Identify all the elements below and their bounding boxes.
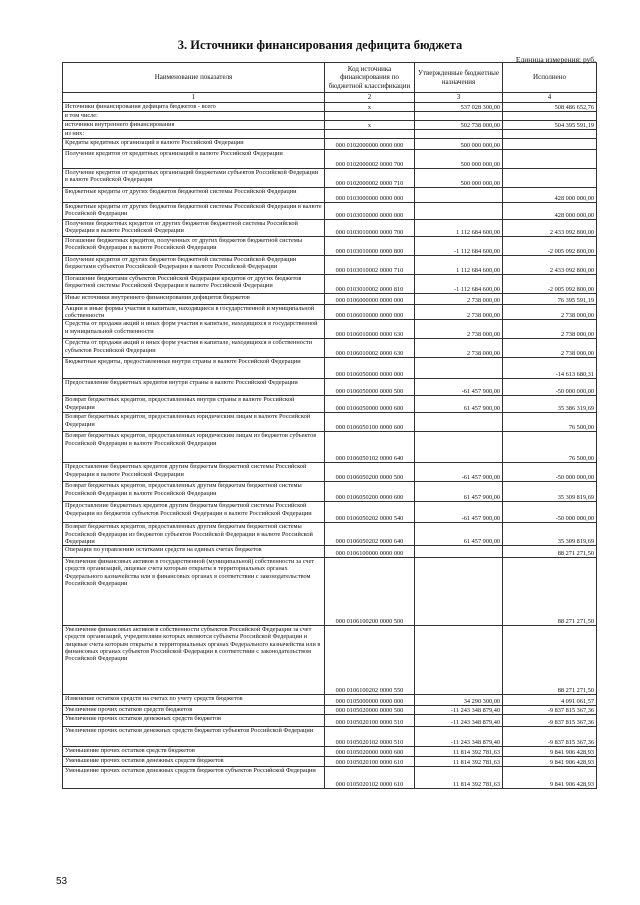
row-code: 000 0106050200 0000 500 bbox=[325, 463, 415, 482]
table-row bbox=[63, 695, 597, 706]
row-approved: -11 243 348 879,40 bbox=[415, 706, 503, 715]
row-approved bbox=[415, 203, 503, 220]
row-code: 000 0103010002 0000 810 bbox=[325, 275, 415, 294]
row-approved bbox=[415, 558, 503, 626]
table-row bbox=[63, 169, 597, 188]
row-executed: 428 000 000,00 bbox=[503, 203, 597, 220]
row-name: Увеличение прочих остатков средств бюджетов bbox=[63, 706, 325, 715]
page-title: 3. Источники финансирования дефицита бюджета bbox=[177, 38, 463, 52]
row-approved: -11 243 348 879,40 bbox=[415, 715, 503, 727]
row-approved: 61 457 900,00 bbox=[415, 523, 503, 546]
table-row bbox=[63, 294, 597, 305]
table-row bbox=[63, 546, 597, 558]
row-executed: 35 309 819,69 bbox=[503, 482, 597, 502]
row-executed: 2 738 000,00 bbox=[503, 320, 597, 339]
table-row bbox=[63, 320, 597, 339]
row-executed: -9 837 815 367,36 bbox=[503, 706, 597, 715]
row-executed: 4 091 061,57 bbox=[503, 695, 597, 706]
table-row bbox=[63, 379, 597, 396]
row-name: Средства от продажи акций и иных форм участия в капитале, находящихся в собственности субъектов Российской Федерации bbox=[63, 339, 325, 358]
row-approved: -61 457 900,00 bbox=[415, 379, 503, 396]
row-code: х bbox=[325, 103, 415, 112]
row-code: 000 0106050102 0000 640 bbox=[325, 432, 415, 463]
row-executed: 2 738 000,00 bbox=[503, 339, 597, 358]
row-name: Получение бюджетных кредитов от других бюджетов бюджетной системы Российской Федерации в валюте Российской Федерации bbox=[63, 220, 325, 237]
column-number: 1 bbox=[63, 93, 325, 103]
row-code: 000 0106050100 0000 600 bbox=[325, 413, 415, 432]
table-row bbox=[63, 358, 597, 379]
column-number: 4 bbox=[503, 93, 597, 103]
row-executed bbox=[503, 112, 597, 121]
row-name: Увеличение прочих остатков денежных средств бюджетов субъектов Российской Федерации bbox=[63, 727, 325, 747]
row-executed: -50 000 000,00 bbox=[503, 379, 597, 396]
row-name: Уменьшение прочих остатков средств бюджетов bbox=[63, 747, 325, 757]
row-name: источники внутреннего финансирования bbox=[63, 121, 325, 130]
row-executed: 76 500,00 bbox=[503, 432, 597, 463]
row-executed: 9 841 906 428,93 bbox=[503, 747, 597, 757]
row-code: 000 0106050202 0000 540 bbox=[325, 502, 415, 523]
table-row bbox=[63, 339, 597, 358]
row-code: 000 0105000000 0000 000 bbox=[325, 695, 415, 706]
row-code: 000 0103010000 0000 800 bbox=[325, 237, 415, 256]
financing-table bbox=[62, 62, 597, 789]
row-name: Операции по управлению остатками средств на единых счетах бюджетов bbox=[63, 546, 325, 558]
row-approved: 1 112 684 600,00 bbox=[415, 220, 503, 237]
row-executed: -9 837 815 367,36 bbox=[503, 715, 597, 727]
table-row bbox=[63, 727, 597, 747]
table-row bbox=[63, 706, 597, 715]
row-code: 000 0106100000 0000 000 bbox=[325, 546, 415, 558]
row-approved bbox=[415, 546, 503, 558]
row-name: Увеличение прочих остатков денежных средств бюджетов bbox=[63, 715, 325, 727]
table-row bbox=[63, 237, 597, 256]
row-name: Уменьшение прочих остатков денежных средств бюджетов bbox=[63, 757, 325, 767]
row-code: 000 0103010000 0000 000 bbox=[325, 203, 415, 220]
row-approved bbox=[415, 413, 503, 432]
row-executed: 35 386 319,69 bbox=[503, 396, 597, 413]
row-approved: 11 814 392 781,63 bbox=[415, 757, 503, 767]
row-executed: 35 309 819,69 bbox=[503, 523, 597, 546]
table-row bbox=[63, 256, 597, 275]
row-approved: 500 000 000,00 bbox=[415, 169, 503, 188]
row-executed: 2 433 092 800,00 bbox=[503, 256, 597, 275]
table-row bbox=[63, 305, 597, 320]
row-approved: 61 457 900,00 bbox=[415, 396, 503, 413]
row-approved bbox=[415, 626, 503, 695]
header-executed: Исполнено bbox=[503, 63, 597, 93]
row-code: 000 0106100202 0000 550 bbox=[325, 626, 415, 695]
row-name: Иные источники внутреннего финансирования дефицитов бюджетов bbox=[63, 294, 325, 305]
table-row bbox=[63, 188, 597, 203]
table-row bbox=[63, 432, 597, 463]
row-approved: 2 738 000,00 bbox=[415, 339, 503, 358]
row-name: Кредиты кредитных организаций в валюте Российской Федерации bbox=[63, 139, 325, 150]
row-approved bbox=[415, 188, 503, 203]
row-code: 000 0106000000 0000 000 bbox=[325, 294, 415, 305]
row-code: 000 0106050000 0000 000 bbox=[325, 358, 415, 379]
row-code: 000 0106050000 0000 600 bbox=[325, 396, 415, 413]
header-code: Код источника финансирования по бюджетной классификации bbox=[325, 63, 415, 93]
row-executed bbox=[503, 150, 597, 169]
row-name: Погашение бюджетами субъектов Российской Федерации кредитов от других бюджетов бюджетной системы Российской Федерации в валюте Российской Федерации bbox=[63, 275, 325, 294]
table-row bbox=[63, 103, 597, 112]
row-code: 000 0106050202 0000 640 bbox=[325, 523, 415, 546]
row-executed bbox=[503, 139, 597, 150]
row-executed: -2 005 092 800,00 bbox=[503, 275, 597, 294]
row-name: Возврат бюджетных кредитов, предоставленных внутри страны в валюте Российской Федерации bbox=[63, 396, 325, 413]
row-name: Погашение бюджетных кредитов, полученных от других бюджетов бюджетной системы Российской Федерации в валюте Российской Федерации bbox=[63, 237, 325, 256]
row-name: в том числе: bbox=[63, 112, 325, 121]
unit-label: Единица измерения: руб. bbox=[515, 55, 596, 64]
row-executed: 76 395 591,19 bbox=[503, 294, 597, 305]
row-code: 000 0106010000 0000 000 bbox=[325, 305, 415, 320]
row-executed: 88 271 271,50 bbox=[503, 558, 597, 626]
row-approved: 500 000 000,00 bbox=[415, 139, 503, 150]
row-code: 000 0105020000 0000 600 bbox=[325, 747, 415, 757]
row-name: Предоставление бюджетных кредитов внутри страны в валюте Российской Федерации bbox=[63, 379, 325, 396]
row-executed: 9 841 906 428,93 bbox=[503, 757, 597, 767]
row-approved bbox=[415, 130, 503, 139]
row-code: 000 0106050200 0000 600 bbox=[325, 482, 415, 502]
row-name: Бюджетные кредиты, предоставленные внутри страны в валюте Российской Федерации bbox=[63, 358, 325, 379]
row-executed: -14 613 680,31 bbox=[503, 358, 597, 379]
row-code: 000 0105020100 0000 510 bbox=[325, 715, 415, 727]
row-code bbox=[325, 130, 415, 139]
row-name: Изменение остатков средств на счетах по учету средств бюджетов bbox=[63, 695, 325, 706]
row-code: 000 0106010000 0000 630 bbox=[325, 320, 415, 339]
row-code: 000 0102000002 0000 700 bbox=[325, 150, 415, 169]
row-executed: 76 500,00 bbox=[503, 413, 597, 432]
row-approved: -11 243 348 879,40 bbox=[415, 727, 503, 747]
row-name: Уменьшение прочих остатков денежных средств бюджетов субъектов Российской Федерации bbox=[63, 767, 325, 789]
table-row bbox=[63, 715, 597, 727]
row-executed bbox=[503, 169, 597, 188]
row-approved: 500 000 000,00 bbox=[415, 150, 503, 169]
row-approved: 11 814 392 781,63 bbox=[415, 767, 503, 789]
table-row bbox=[63, 413, 597, 432]
row-name: Увеличение финансовых активов в собственности субъектов Российской Федерации за счет средств организаций, учредителями которых являются субъекты Российской Федерации и лицевые счета которым открыты в территориальных органах Федерального казначейства или в финансовых органах субъектов Российской Федерации в соответствии с законодательством Российской Федерации bbox=[63, 626, 325, 695]
row-code: 000 0105020102 0000 610 bbox=[325, 767, 415, 789]
row-executed bbox=[503, 130, 597, 139]
row-name: Предоставление бюджетных кредитов другим бюджетам бюджетной системы Российской Федерации в валюте Российской Федерации bbox=[63, 463, 325, 482]
row-name: Средства от продажи акций и иных форм участия в капитале, находящихся в государственной и муниципальной собственности bbox=[63, 320, 325, 339]
table-row bbox=[63, 523, 597, 546]
row-code: 000 0106010002 0000 630 bbox=[325, 339, 415, 358]
table-row bbox=[63, 767, 597, 789]
table-body bbox=[63, 103, 597, 789]
row-executed: 508 486 652,76 bbox=[503, 103, 597, 112]
row-name: Увеличение финансовых активов в государственной (муниципальной) собственности за счет средств организаций, лицевые счета которым открыты в территориальных органах Федерального казначейства или в финансовых органах в соответствии с законодательством Российской Федерации bbox=[63, 558, 325, 626]
row-approved: -61 457 900,00 bbox=[415, 502, 503, 523]
row-name: Возврат бюджетных кредитов, предоставленных юридическим лицам из бюджетов субъектов Российской Федерации в валюте Российской Федерации bbox=[63, 432, 325, 463]
row-executed: 2 433 092 800,00 bbox=[503, 220, 597, 237]
page-number: 53 bbox=[56, 876, 68, 887]
column-number: 3 bbox=[415, 93, 503, 103]
row-executed: -9 837 815 367,36 bbox=[503, 727, 597, 747]
row-name: Акции и иные формы участия в капитале, находящиеся в государственной и муниципальной собственности bbox=[63, 305, 325, 320]
table-row bbox=[63, 130, 597, 139]
header-name: Наименование показателя bbox=[63, 63, 325, 93]
row-executed: -50 000 000,00 bbox=[503, 463, 597, 482]
row-executed: 504 395 591,19 bbox=[503, 121, 597, 130]
table-row bbox=[63, 203, 597, 220]
table-row bbox=[63, 150, 597, 169]
table-row bbox=[63, 757, 597, 767]
table-row bbox=[63, 275, 597, 294]
table-row bbox=[63, 558, 597, 626]
row-code: 000 0106100200 0000 500 bbox=[325, 558, 415, 626]
row-approved bbox=[415, 112, 503, 121]
row-approved: -1 112 684 600,00 bbox=[415, 275, 503, 294]
row-executed: 2 738 000,00 bbox=[503, 305, 597, 320]
row-name: Получение кредитов от других бюджетов бюджетной системы Российской Федерации бюджетами субъектов Российской Федерации в валюте Российской Федерации bbox=[63, 256, 325, 275]
row-code: 000 0102000002 0000 710 bbox=[325, 169, 415, 188]
row-approved bbox=[415, 358, 503, 379]
row-code: 000 0105020102 0000 510 bbox=[325, 727, 415, 747]
row-approved: 537 028 300,00 bbox=[415, 103, 503, 112]
table-row bbox=[63, 502, 597, 523]
table-row bbox=[63, 463, 597, 482]
row-code: х bbox=[325, 121, 415, 130]
row-executed: 428 000 000,00 bbox=[503, 188, 597, 203]
row-name: Получение кредитов от кредитных организаций бюджетами субъектов Российской Федерации в валюте Российской Федерации bbox=[63, 169, 325, 188]
row-approved: 11 814 392 781,63 bbox=[415, 747, 503, 757]
row-name: Возврат бюджетных кредитов, предоставленных другим бюджетам бюджетной системы Российской Федерации из бюджетов субъектов Российской Федерации в валюте Российской Федерации bbox=[63, 523, 325, 546]
table-row bbox=[63, 747, 597, 757]
header-approved: Утвержденные бюджетные назначения bbox=[415, 63, 503, 93]
row-code: 000 0103010000 0000 700 bbox=[325, 220, 415, 237]
row-code: 000 0105020000 0000 500 bbox=[325, 706, 415, 715]
row-name: Возврат бюджетных кредитов, предоставленных юридическим лицам в валюте Российской Федерации bbox=[63, 413, 325, 432]
row-executed: 9 841 906 428,93 bbox=[503, 767, 597, 789]
row-name: Предоставление бюджетных кредитов другим бюджетам бюджетной системы Российской Федерации из бюджетов субъектов Российской Федерации в валюте Российской Федерации bbox=[63, 502, 325, 523]
row-code: 000 0102000000 0000 000 bbox=[325, 139, 415, 150]
row-name: из них: bbox=[63, 130, 325, 139]
row-approved: 1 112 684 600,00 bbox=[415, 256, 503, 275]
row-name: Получение кредитов от кредитных организаций в валюте Российской Федерации bbox=[63, 150, 325, 169]
row-name: Источники финансирования дефицита бюджетов - всего bbox=[63, 103, 325, 112]
row-name: Бюджетные кредиты от других бюджетов бюджетной системы Российской Федерации в валюте Российской Федерации bbox=[63, 203, 325, 220]
row-executed: -50 000 000,00 bbox=[503, 502, 597, 523]
table-row bbox=[63, 112, 597, 121]
row-code: 000 0103010002 0000 710 bbox=[325, 256, 415, 275]
column-number: 2 bbox=[325, 93, 415, 103]
row-code bbox=[325, 112, 415, 121]
table-row bbox=[63, 220, 597, 237]
row-approved: 34 290 300,00 bbox=[415, 695, 503, 706]
table-row bbox=[63, 626, 597, 695]
table-row bbox=[63, 482, 597, 502]
row-executed: -2 005 092 800,00 bbox=[503, 237, 597, 256]
row-approved: 502 738 000,00 bbox=[415, 121, 503, 130]
row-approved: -61 457 900,00 bbox=[415, 463, 503, 482]
row-approved: 61 457 900,00 bbox=[415, 482, 503, 502]
row-executed: 88 271 271,50 bbox=[503, 546, 597, 558]
row-approved: 2 738 000,00 bbox=[415, 320, 503, 339]
row-code: 000 0106050000 0000 500 bbox=[325, 379, 415, 396]
row-approved: 2 738 000,00 bbox=[415, 305, 503, 320]
table-row bbox=[63, 396, 597, 413]
row-name: Бюджетные кредиты от других бюджетов бюджетной системы Российской Федерации bbox=[63, 188, 325, 203]
row-approved: -1 112 684 600,00 bbox=[415, 237, 503, 256]
row-approved: 2 738 000,00 bbox=[415, 294, 503, 305]
row-approved bbox=[415, 432, 503, 463]
row-executed: 88 271 271,50 bbox=[503, 626, 597, 695]
row-name: Возврат бюджетных кредитов, предоставленных другим бюджетам бюджетной системы Российской Федерации в валюте Российской Федерации bbox=[63, 482, 325, 502]
table-row bbox=[63, 139, 597, 150]
row-code: 000 0105020100 0000 610 bbox=[325, 757, 415, 767]
table-row bbox=[63, 121, 597, 130]
row-code: 000 0103000000 0000 000 bbox=[325, 188, 415, 203]
